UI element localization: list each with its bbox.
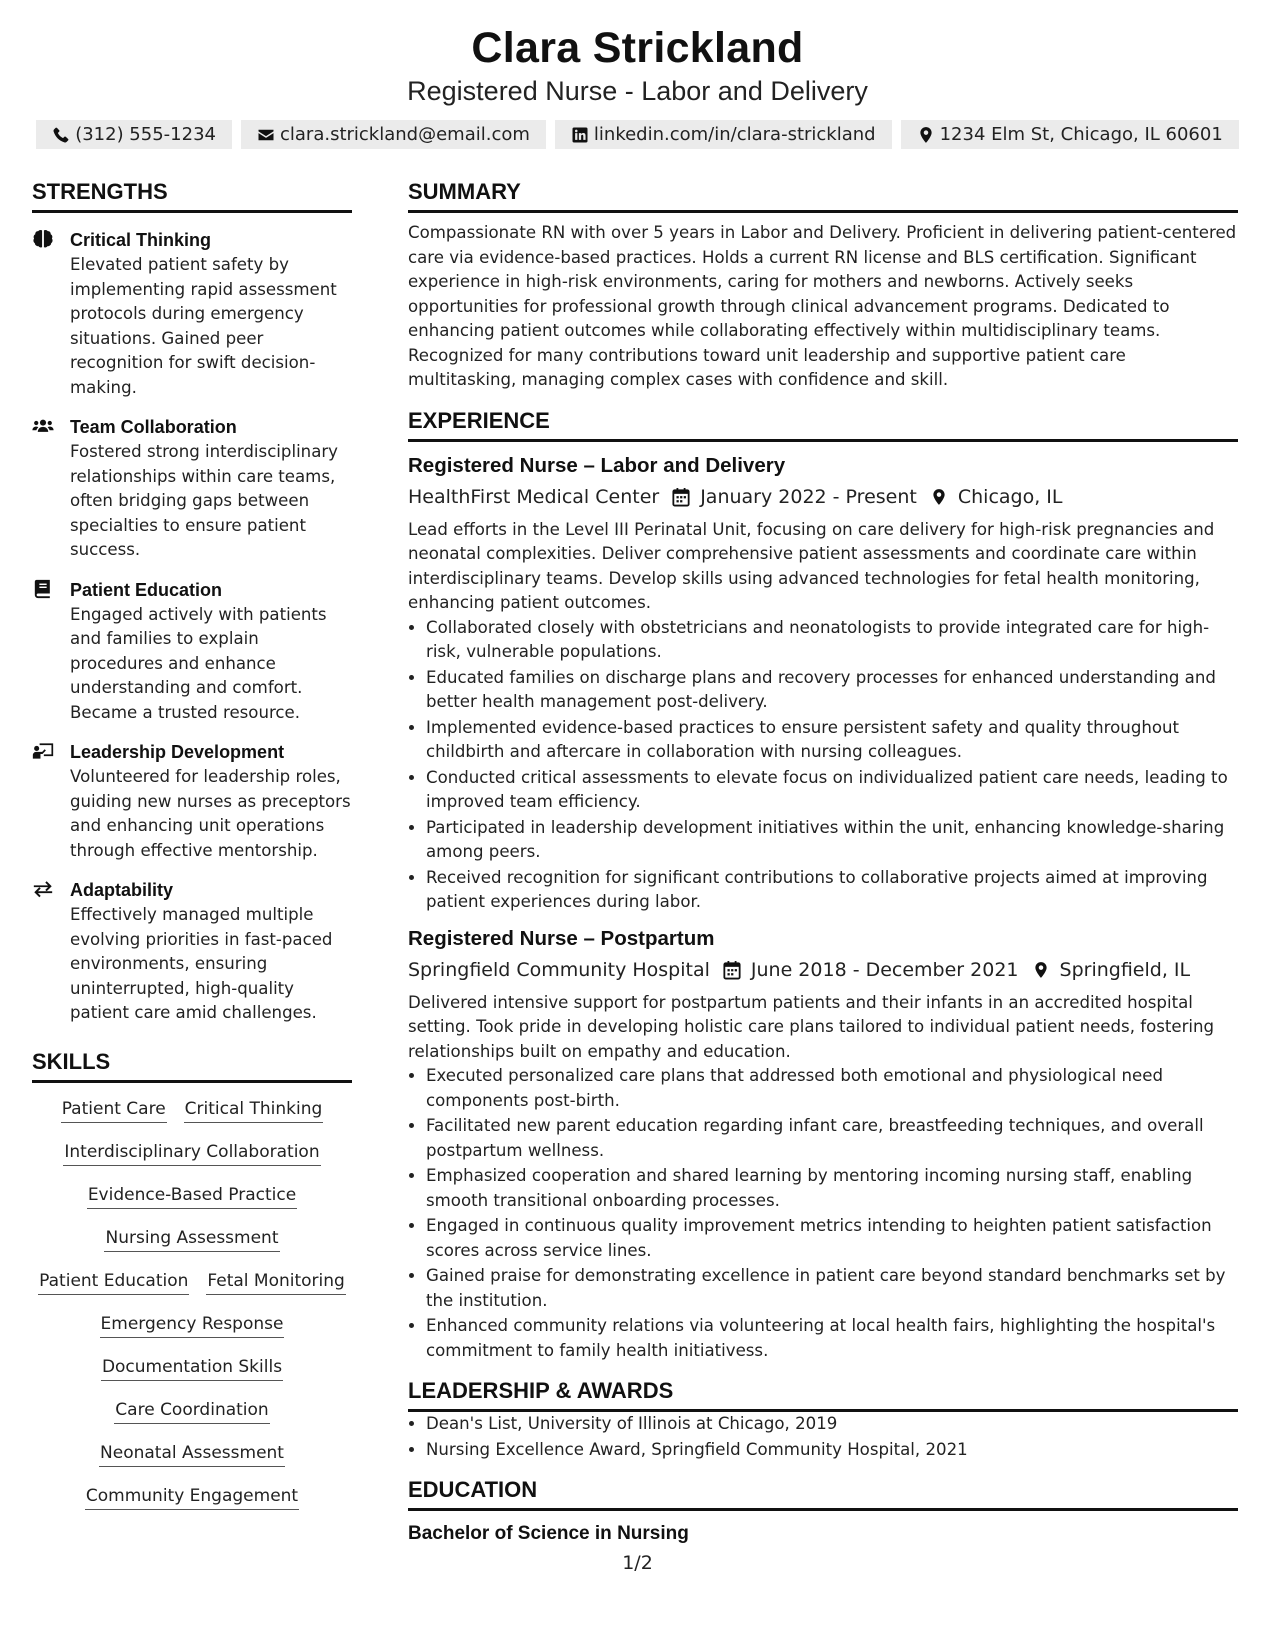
- job-entry: [408, 925, 1238, 1364]
- strength-title: Leadership Development: [70, 742, 285, 762]
- education-heading: EDUCATION: [408, 1476, 1238, 1511]
- exchange-icon: [32, 879, 54, 899]
- location-icon: [930, 487, 948, 507]
- left-column: [32, 178, 352, 1510]
- strength-item: [32, 739, 352, 863]
- list-item: • Engaged in continuous quality improvement metrics intending to heighten patient satisfaction scores across service lines.: [426, 1214, 1238, 1263]
- list-item: • Emphasized cooperation and shared learning by mentoring incoming nursing staff, enabling smooth transitional onboarding processes.: [426, 1164, 1238, 1213]
- skill-tag: Emergency Response: [100, 1312, 285, 1338]
- skill-tag: Documentation Skills: [101, 1355, 283, 1381]
- job-entry: [408, 452, 1238, 915]
- strength-desc: Effectively managed multiple evolving priorities in fast-paced environments, ensuring uninterrupted, high-quality patient care amid challenges.: [70, 905, 333, 1022]
- users-icon: [32, 416, 54, 436]
- skills-heading: SKILLS: [32, 1048, 352, 1083]
- skill-tag: Patient Care: [61, 1097, 167, 1123]
- strength-desc: Fostered strong interdisciplinary relationships within care teams, often bridging gaps between specialties to ensure patient success.: [70, 442, 339, 559]
- list-item: • Received recognition for significant contributions to collaborative projects aimed at improving patient experiences during labor.: [426, 866, 1238, 915]
- strengths-heading: STRENGTHS: [32, 178, 352, 213]
- calendar-icon: [672, 487, 690, 507]
- list-item: • Participated in leadership development initiatives within the unit, enhancing knowledge-sharing among peers.: [426, 816, 1238, 865]
- skill-tag: Neonatal Assessment: [99, 1441, 285, 1467]
- strength-item: [32, 414, 352, 563]
- resume-header: [0, 22, 1275, 149]
- job-bullets: [408, 1064, 1238, 1363]
- book-icon: [32, 579, 54, 599]
- job-location: Chicago, IL: [957, 485, 1063, 508]
- candidate-role: Registered Nurse - Labor and Delivery: [407, 76, 868, 106]
- list-item: • Educated families on discharge plans and recovery processes for enhanced understanding and better health management post-delivery.: [426, 666, 1238, 715]
- location-icon: [1032, 960, 1050, 980]
- job-description: Lead efforts in the Level III Perinatal Unit, focusing on care delivery for high-risk pregnancies and neonatal complexities. Deliver comprehensive patient assessments and coordinate care within interdisciplinary teams. Develop skills using advanced technologies for fetal health monitoring, enhancing patient outcomes.: [408, 519, 1215, 612]
- skill-tag: Nursing Assessment: [104, 1226, 279, 1252]
- awards-heading: LEADERSHIP & AWARDS: [408, 1377, 1238, 1412]
- strength-title: Adaptability: [70, 880, 174, 900]
- strength-title: Team Collaboration: [70, 417, 237, 437]
- strength-item: [32, 577, 352, 726]
- education-degree: Bachelor of Science in Nursing: [408, 1523, 689, 1544]
- contact-email: [241, 120, 546, 149]
- job-description: Delivered intensive support for postpartum patients and their infants in an accredited hospital setting. Took pride in developing holistic care plans tailored to individual patient needs, fostering relationships built on empathy and education.: [408, 992, 1215, 1061]
- list-item: • Facilitated new parent education regarding infant care, breastfeeding techniques, and overall postpartum wellness.: [426, 1114, 1238, 1163]
- phone-icon: [52, 126, 70, 144]
- experience-heading: EXPERIENCE: [408, 407, 1238, 442]
- list-item: • Gained praise for demonstrating excellence in patient care beyond standard benchmarks set by the institution.: [426, 1264, 1238, 1313]
- strength-title: Critical Thinking: [70, 230, 212, 250]
- list-item: • Conducted critical assessments to elevate focus on individualized patient care needs, leading to improved team efficiency.: [426, 766, 1238, 815]
- job-meta: [408, 482, 1238, 512]
- awards-list: [408, 1412, 1238, 1462]
- right-column: [408, 178, 1238, 1547]
- phone-text: (312) 555-1234: [75, 124, 216, 145]
- strength-title: Patient Education: [70, 579, 223, 600]
- linkedin-text: linkedin.com/in/clara-strickland: [593, 124, 876, 145]
- job-employer: HealthFirst Medical Center: [408, 485, 660, 508]
- address-text: 1234 Elm St, Chicago, IL 60601: [939, 124, 1223, 145]
- strength-desc: Elevated patient safety by implementing rapid assessment protocols during emergency situations. Gained peer recognition for swift decision-making.: [70, 255, 337, 397]
- skill-tag: Critical Thinking: [184, 1097, 324, 1123]
- brain-icon: [32, 229, 54, 249]
- list-item: • Collaborated closely with obstetricians and neonatologists to provide integrated care for high-risk, vulnerable populations.: [426, 616, 1238, 665]
- list-item: • Dean's List, University of Illinois at Chicago, 2019: [426, 1412, 1238, 1437]
- skill-tag: Interdisciplinary Collaboration: [63, 1140, 320, 1166]
- summary-heading: SUMMARY: [408, 178, 1238, 213]
- page-number: 1/2: [622, 1552, 653, 1574]
- job-title: Registered Nurse – Labor and Delivery: [408, 453, 786, 477]
- email-text: clara.strickland@email.com: [279, 124, 530, 145]
- job-dates: January 2022 - Present: [700, 485, 917, 508]
- chalkboard-teacher-icon: [32, 741, 54, 761]
- skill-tag: Fetal Monitoring: [206, 1269, 345, 1295]
- contact-bar: [0, 120, 1275, 149]
- skill-tag: Care Coordination: [114, 1398, 269, 1424]
- strength-item: [32, 877, 352, 1026]
- contact-address: [901, 120, 1239, 149]
- job-bullets: [408, 616, 1238, 915]
- contact-phone: [36, 120, 232, 149]
- job-employer: Springfield Community Hospital: [408, 958, 710, 981]
- calendar-icon: [723, 960, 741, 980]
- skills-list: [32, 1097, 352, 1510]
- list-item: • Executed personalized care plans that addressed both emotional and physiological need components post-birth.: [426, 1064, 1238, 1113]
- skill-tag: Evidence-Based Practice: [87, 1183, 297, 1209]
- job-location: Springfield, IL: [1059, 958, 1191, 981]
- skill-tag: Community Engagement: [85, 1484, 299, 1510]
- list-item: • Implemented evidence-based practices to ensure persistent safety and quality throughout childbirth and aftercare in collaboration with nursing colleagues.: [426, 716, 1238, 765]
- job-dates: June 2018 - December 2021: [750, 958, 1019, 981]
- strength-item: [32, 227, 352, 400]
- skill-tag: Patient Education: [38, 1269, 189, 1295]
- list-item: • Nursing Excellence Award, Springfield Community Hospital, 2021: [426, 1438, 1238, 1463]
- list-item: • Enhanced community relations via volunteering at local health fairs, highlighting the hospital's commitment to family health initiativess.: [426, 1314, 1238, 1363]
- strength-desc: Volunteered for leadership roles, guiding new nurses as preceptors and enhancing unit operations through effective mentorship.: [70, 767, 351, 860]
- contact-linkedin: [555, 120, 892, 149]
- candidate-name: Clara Strickland: [471, 24, 804, 72]
- strength-desc: Engaged actively with patients and families to explain procedures and enhance understanding and comfort. Became a trusted resource.: [70, 604, 327, 722]
- job-meta: [408, 955, 1238, 985]
- linkedin-icon: [571, 126, 589, 144]
- summary-text: Compassionate RN with over 5 years in Labor and Delivery. Proficient in delivering patient-centered care via evidence-based practices. Holds a current RN license and BLS certification. Significant experience in high-risk environments, caring for mothers and newborns. Actively seeks opportunities for professional growth through clinical advancement programs. Dedicated to enhancing patient outcomes while collaborating effectively within multidisciplinary teams. Recognized for many contributions toward unit leadership and supportive patient care multitasking, managing complex cases with confidence and skill.: [408, 223, 1237, 389]
- job-title: Registered Nurse – Postpartum: [408, 926, 715, 950]
- location-icon: [917, 126, 935, 144]
- email-icon: [257, 126, 275, 144]
